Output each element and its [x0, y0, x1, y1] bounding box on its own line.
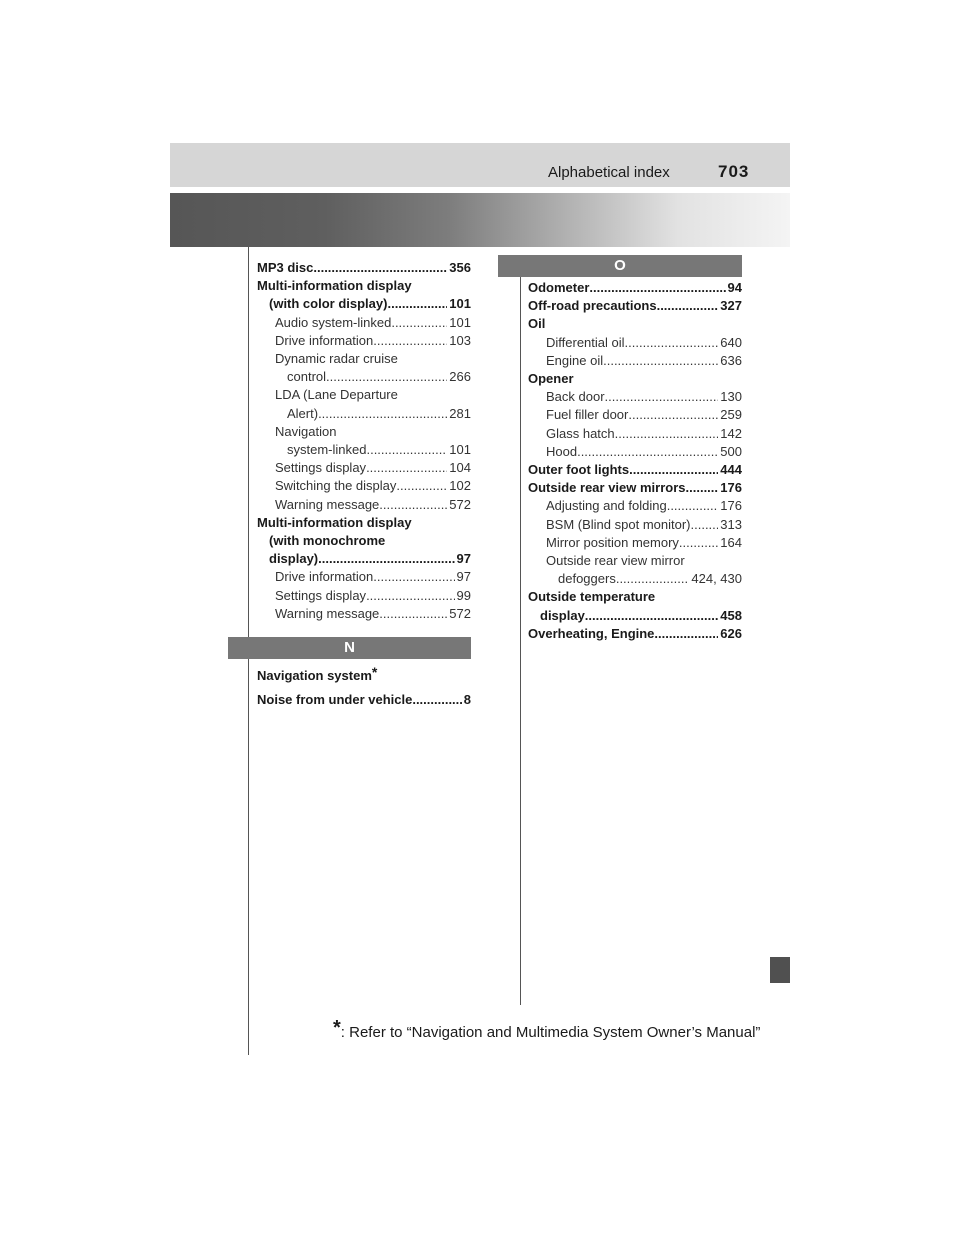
footnote-star: * [371, 664, 378, 680]
entry-page: 572 [449, 605, 471, 621]
entry-label: Glass hatch [546, 425, 615, 441]
index-entry [528, 461, 742, 479]
entry-label: Warning message [275, 605, 380, 621]
entry-page: 266 [449, 369, 471, 385]
entry-label: Outside rear view mirror [546, 553, 685, 569]
entry-label: Navigation [275, 423, 337, 439]
entry-label-continued: display [540, 607, 585, 623]
entry-label: Drive information [275, 332, 374, 348]
index-entry [528, 370, 742, 388]
index-entry [528, 552, 742, 588]
index-entry [257, 514, 471, 569]
entry-label-continued: defoggers [558, 571, 616, 587]
footnote [333, 1017, 761, 1043]
index-entry [257, 496, 471, 514]
entry-page: 97 [456, 551, 471, 567]
index-entry [528, 625, 742, 643]
entry-page: 101 [449, 442, 471, 458]
entry-label: Outer foot lights [528, 462, 630, 478]
index-entry [257, 259, 471, 277]
entry-label-continued: control [287, 369, 327, 385]
entry-page: 101 [449, 314, 471, 330]
index-entry [257, 477, 471, 495]
entry-label: Audio system-linked [275, 314, 392, 330]
entry-label: Navigation system [257, 668, 372, 683]
index-entry [528, 334, 742, 352]
index-entry [528, 406, 742, 424]
entry-label: Opener [528, 371, 574, 387]
index-entry [257, 423, 471, 459]
index-entry [257, 332, 471, 350]
entry-label: Oil [528, 316, 546, 332]
entry-label: MP3 disc [257, 260, 314, 275]
entry-page: 164 [720, 534, 742, 550]
entry-label: Dynamic radar cruise [275, 351, 398, 367]
entry-label: Settings display [275, 460, 367, 476]
entry-page: 640 [720, 334, 742, 350]
entry-label: Adjusting and folding [546, 498, 667, 514]
entry-page: 102 [449, 478, 471, 494]
entry-label: Mirror position memory [546, 534, 679, 550]
section-header-n: N [228, 637, 471, 659]
index-entry [528, 352, 742, 370]
index-entry [257, 314, 471, 332]
entry-page: 176 [720, 498, 742, 514]
entry-page: 94 [727, 280, 742, 295]
entry-label: Drive information [275, 569, 374, 585]
entry-page: 444 [720, 462, 742, 478]
index-entry [257, 568, 471, 586]
index-column-left [257, 259, 471, 623]
entry-page: 356 [449, 260, 471, 275]
index-entry [257, 459, 471, 477]
entry-page: 458 [720, 607, 742, 623]
entry-label: Engine oil [546, 352, 604, 368]
entry-page: 281 [449, 405, 471, 421]
entry-label: LDA (Lane Departure [275, 387, 398, 403]
entry-page: 636 [720, 352, 742, 368]
entry-label: Multi-information display [257, 514, 412, 530]
footnote-text: : Refer to “Navigation and Multimedia System Owner’s Manual” [340, 1024, 761, 1041]
index-entry [257, 605, 471, 623]
entry-label: Warning message [275, 496, 380, 512]
entry-label: Off-road precautions [528, 298, 657, 314]
entry-label: Settings display [275, 587, 367, 603]
entry-page: 97 [456, 569, 471, 585]
entry-label: Hood [546, 443, 578, 459]
page-title: Alphabetical index [548, 164, 670, 181]
entry-label: Outside rear view mirrors [528, 480, 686, 496]
header-bar [170, 143, 790, 187]
index-entry-noise [257, 691, 471, 709]
index-entry [528, 425, 742, 443]
entry-page: 500 [720, 443, 742, 459]
index-entry [528, 297, 742, 315]
index-entry [528, 497, 742, 515]
entry-page: 104 [449, 460, 471, 476]
entry-page: 130 [720, 389, 742, 405]
entry-label-continued: display) [269, 551, 319, 567]
index-column-right [528, 279, 742, 643]
index-entry [528, 534, 742, 552]
section-header-o: O [498, 255, 742, 277]
entry-label: Outside temperature [528, 589, 656, 605]
index-entry [257, 277, 471, 313]
header-gradient-band [170, 193, 790, 247]
index-entry [528, 443, 742, 461]
index-entry [528, 479, 742, 497]
index-entry-navigation-system [257, 664, 471, 685]
page-number: 703 [718, 162, 750, 181]
entry-page: 176 [720, 480, 742, 496]
entry-label: Odometer [528, 280, 590, 295]
index-entry [257, 587, 471, 605]
index-entry [528, 588, 742, 624]
entry-label-continued: (with color display) [269, 296, 388, 312]
index-entry [257, 386, 471, 422]
index-entry [528, 516, 742, 534]
index-entry [528, 279, 742, 297]
entry-page: 259 [720, 407, 742, 423]
entry-page: 8 [463, 692, 471, 708]
entry-label: Noise from under vehicle [257, 692, 413, 708]
entry-page: 626 [720, 625, 742, 641]
section-tab-marker [770, 957, 790, 983]
entry-label: Differential oil [546, 334, 625, 350]
entry-label: Back door [546, 389, 605, 405]
entry-label-continued: system-linked [287, 442, 367, 458]
entry-page: 313 [720, 516, 742, 532]
entry-page: 327 [720, 298, 742, 314]
entry-page: 99 [456, 587, 471, 603]
entry-label: BSM (Blind spot monitor) [546, 516, 691, 532]
index-entry [528, 315, 742, 333]
entry-page: 424, 430 [691, 571, 742, 587]
entry-page: 572 [449, 496, 471, 512]
entry-label: Switching the display [275, 478, 397, 494]
index-entry [257, 350, 471, 386]
section-n-entries [257, 664, 471, 709]
entry-page: 101 [449, 296, 471, 312]
entry-label: Fuel filler door [546, 407, 629, 423]
column-divider [520, 277, 521, 1005]
entry-page: 103 [449, 332, 471, 348]
entry-label-continued: Alert) [287, 405, 319, 421]
index-entry [528, 388, 742, 406]
entry-label: Overheating, Engine [528, 625, 655, 641]
entry-label-continued: (with monochrome [269, 533, 386, 549]
entry-label: Multi-information display [257, 278, 412, 294]
footnote-star: * [333, 1017, 341, 1039]
entry-page: 142 [720, 425, 742, 441]
